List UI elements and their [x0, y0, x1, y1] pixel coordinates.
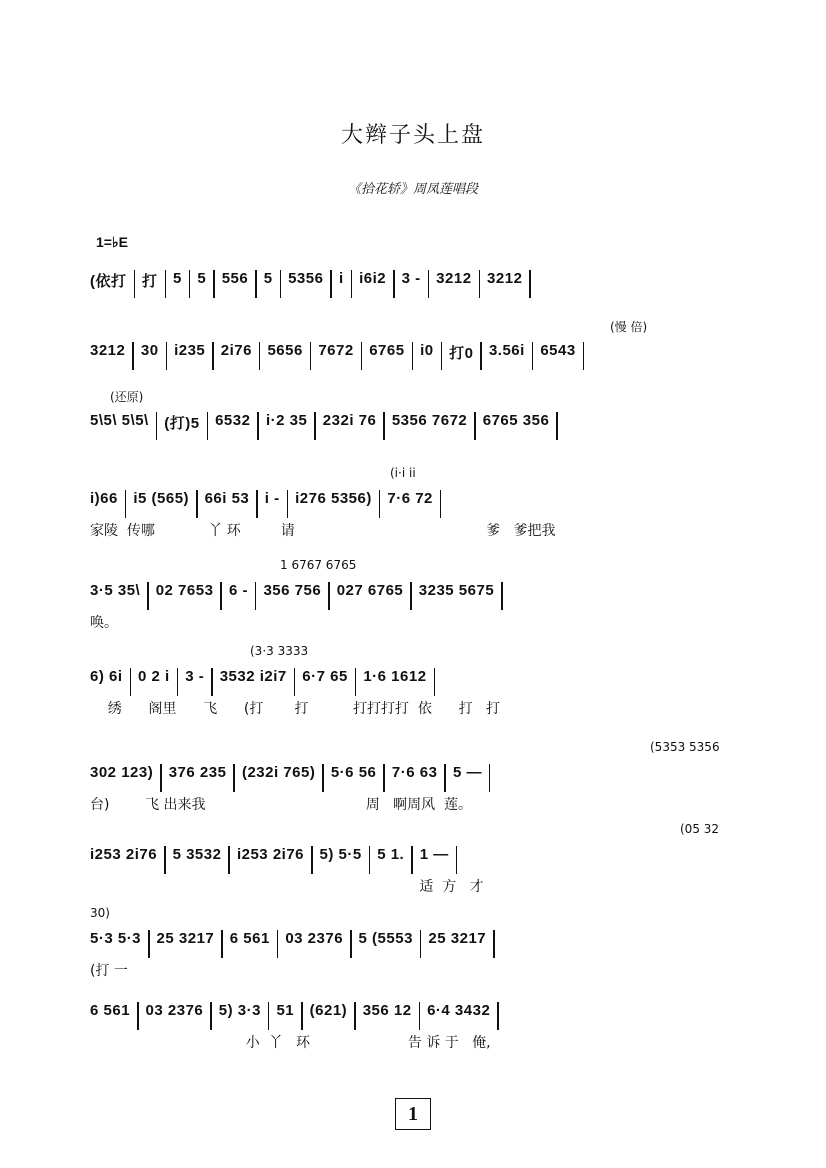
bar-line — [355, 668, 357, 696]
bar-line — [310, 342, 312, 370]
bar-line — [314, 412, 316, 440]
score-annotation: (5353 5356 — [650, 740, 720, 754]
notation-row — [90, 930, 755, 954]
notation-measure: 66i 53 — [204, 490, 250, 507]
bar-line — [379, 490, 381, 518]
notation-measure: 5) 3·3 — [218, 1002, 261, 1019]
notation-measure: (232i 765) — [241, 764, 316, 781]
score-line — [90, 906, 755, 980]
notation-measure: 5 (5553 — [358, 930, 413, 947]
bar-line — [420, 930, 422, 958]
notation-measure: 5 — [263, 270, 273, 287]
bar-line — [529, 270, 531, 298]
score-annotation: (3·3 3333 — [250, 644, 309, 658]
bar-line — [428, 270, 430, 298]
bar-line — [277, 930, 279, 958]
notation-measure: 3 - — [401, 270, 421, 287]
bar-line — [165, 270, 167, 298]
notation-measure: 5 — [197, 270, 207, 287]
bar-line — [354, 1002, 356, 1030]
bar-line — [233, 764, 235, 792]
notation-measure: 1·6 1612 — [363, 668, 427, 685]
notation-row — [90, 342, 755, 366]
song-title: 大辫子头上盘 — [340, 123, 485, 148]
notation-measure: 302 123) — [90, 764, 154, 781]
notation-measure: 25 3217 — [428, 930, 487, 947]
bar-line — [393, 270, 395, 298]
notation-measure: 5·3 5·3 — [90, 930, 142, 947]
notation-measure: 2i76 — [220, 342, 252, 359]
notation-measure: i5 (565) — [133, 490, 190, 507]
bar-line — [255, 582, 257, 610]
notation-measure: 5 — — [452, 764, 482, 781]
score-line — [90, 558, 755, 632]
bar-line — [294, 668, 296, 696]
notation-measure: 5 — [173, 270, 182, 287]
notation-measure: 7·6 72 — [387, 490, 433, 507]
notation-measure: 027 6765 — [336, 582, 404, 599]
notation-measure: i253 2i76 — [236, 846, 305, 863]
bar-line — [189, 270, 191, 298]
notation-measure: i253 2i76 — [90, 846, 158, 863]
notation-row — [90, 846, 755, 870]
notation-measure: 556 — [221, 270, 249, 287]
bar-line — [196, 490, 198, 518]
notation-measure: 3.56i — [488, 342, 525, 359]
score-line — [90, 320, 755, 366]
bar-line — [166, 342, 168, 370]
bar-line — [268, 1002, 270, 1030]
notation-measure: 356 12 — [362, 1002, 412, 1019]
notation-measure: 02 7653 — [155, 582, 214, 599]
score-line — [90, 822, 755, 896]
bar-line — [479, 270, 481, 298]
bar-line — [493, 930, 495, 958]
notation-row — [90, 668, 755, 692]
notation-measure: 03 2376 — [285, 930, 344, 947]
bar-line — [456, 846, 458, 874]
notation-measure: 5\5\ 5\5\ — [90, 412, 149, 429]
bar-line — [147, 582, 149, 610]
notation-measure: 6) 6i — [90, 668, 123, 685]
notation-measure: 1 — — [419, 846, 449, 863]
notation-measure: 6765 356 — [482, 412, 550, 429]
lyrics-row: 适 方 才 — [90, 879, 484, 895]
bar-line — [383, 412, 385, 440]
score-annotation: 1 6767 6765 — [280, 558, 357, 572]
bar-line — [148, 930, 150, 958]
notation-measure: i·2 35 — [265, 412, 308, 429]
bar-line — [137, 1002, 139, 1030]
lyrics-row: 家陵 传哪 丫 环 请 爹 爹把我 — [90, 523, 556, 539]
notation-measure: 3 - — [185, 668, 205, 685]
bar-line — [501, 582, 503, 610]
score-line — [90, 644, 755, 718]
bar-line — [361, 342, 363, 370]
notation-measure: 5·6 56 — [330, 764, 377, 781]
notation-measure: i - — [264, 490, 280, 507]
bar-line — [583, 342, 585, 370]
bar-line — [411, 846, 413, 874]
notation-measure: 7·6 63 — [391, 764, 438, 781]
notation-measure: (打)5 — [164, 415, 200, 432]
key-signature: 1=♭E — [96, 234, 128, 250]
bar-line — [440, 490, 442, 518]
notation-measure: 03 2376 — [145, 1002, 204, 1019]
notation-measure: 3212 — [487, 270, 523, 287]
notation-measure: 30 — [140, 342, 159, 359]
bar-line — [330, 270, 332, 298]
notation-row — [90, 582, 755, 606]
bar-line — [255, 270, 257, 298]
bar-line — [412, 342, 414, 370]
notation-measure: 5356 — [288, 270, 324, 287]
bar-line — [474, 412, 476, 440]
bar-line — [257, 412, 259, 440]
lyrics-row: 绣 阁里 飞 (打 打 打打打打 依 打 打 — [90, 701, 500, 717]
bar-line — [350, 930, 352, 958]
notation-measure: 6543 — [540, 342, 576, 359]
bar-line — [207, 412, 209, 440]
score-annotation: (05 32 — [680, 822, 720, 836]
bar-line — [311, 846, 313, 874]
bar-line — [132, 342, 134, 370]
bar-line — [228, 846, 230, 874]
notation-measure: 376 235 — [168, 764, 227, 781]
notation-measure: 6 561 — [229, 930, 270, 947]
score-annotation: (还原) — [110, 390, 144, 404]
bar-line — [287, 490, 289, 518]
lyrics-row: 小 丫 环 告 诉 于 俺, — [90, 1035, 491, 1051]
notation-measure: 5356 7672 — [391, 412, 468, 429]
song-subtitle: 《拾花轿》周凤莲唱段 — [347, 182, 478, 197]
notation-measure: 6 561 — [90, 1002, 131, 1019]
score-line — [90, 270, 755, 294]
bar-line — [259, 342, 261, 370]
notation-measure: (依打 — [90, 273, 127, 290]
bar-line — [220, 582, 222, 610]
notation-measure: i235 — [174, 342, 206, 359]
notation-measure: i276 5356) — [295, 490, 372, 507]
bar-line — [419, 1002, 421, 1030]
bar-line — [489, 764, 491, 792]
bar-line — [369, 846, 371, 874]
bar-line — [532, 342, 534, 370]
notation-measure: 3212 — [90, 342, 126, 359]
bar-line — [444, 764, 446, 792]
bar-line — [441, 342, 443, 370]
bar-line — [221, 930, 223, 958]
bar-line — [156, 412, 158, 440]
bar-line — [434, 668, 436, 696]
notation-row — [90, 270, 755, 294]
notation-measure: 3212 — [436, 270, 472, 287]
lyrics-row: 唤。 — [90, 615, 118, 631]
bar-line — [125, 490, 127, 518]
bar-line — [177, 668, 179, 696]
score-annotation: (i·i ii — [390, 466, 416, 480]
bar-line — [556, 412, 558, 440]
bar-line — [160, 764, 162, 792]
bar-line — [301, 1002, 303, 1030]
notation-row — [90, 412, 755, 436]
notation-measure: 356 756 — [263, 582, 322, 599]
bar-line — [322, 764, 324, 792]
notation-measure: 51 — [276, 1002, 295, 1019]
bar-line — [134, 270, 136, 298]
notation-measure: 3235 5675 — [418, 582, 495, 599]
notation-measure: 0 2 i — [138, 668, 170, 685]
score-line — [90, 466, 755, 540]
notation-measure: 6 - — [228, 582, 248, 599]
bar-line — [280, 270, 282, 298]
notation-measure: 5 3532 — [172, 846, 222, 863]
notation-measure: i0 — [420, 342, 434, 359]
lyrics-row: 台) 飞 出来我 周 啊周风 莲。 — [90, 797, 472, 813]
notation-measure: 6·4 3432 — [427, 1002, 491, 1019]
notation-measure: 5 1. — [377, 846, 405, 863]
notation-measure: 6765 — [369, 342, 405, 359]
notation-measure: 5) 5·5 — [319, 846, 362, 863]
score-annotation: 30) — [90, 906, 110, 920]
lyrics-row: (打 一 — [90, 963, 128, 979]
bar-line — [328, 582, 330, 610]
bar-line — [164, 846, 166, 874]
notation-measure: 3·5 35\ — [90, 582, 141, 599]
notation-row — [90, 764, 755, 788]
notation-measure: 6532 — [215, 412, 251, 429]
bar-line — [211, 668, 213, 696]
notation-measure: 3532 i2i7 — [219, 668, 287, 685]
bar-line — [210, 1002, 212, 1030]
score-annotation: (慢 倍) — [610, 320, 648, 334]
score-line — [90, 390, 755, 436]
bar-line — [256, 490, 258, 518]
page-number: 1 — [395, 1098, 431, 1130]
bar-line — [351, 270, 353, 298]
notation-measure: 打 — [142, 273, 158, 290]
bar-line — [480, 342, 482, 370]
notation-measure: 打0 — [449, 345, 474, 362]
score-line — [90, 1002, 755, 1052]
bar-line — [130, 668, 132, 696]
bar-line — [497, 1002, 499, 1030]
notation-measure: i — [338, 270, 344, 287]
bar-line — [212, 342, 214, 370]
bar-line — [410, 582, 412, 610]
bar-line — [383, 764, 385, 792]
notation-measure: 7672 — [318, 342, 354, 359]
bar-line — [213, 270, 215, 298]
notation-measure: 5656 — [267, 342, 303, 359]
notation-row — [90, 1002, 755, 1026]
notation-row — [90, 490, 755, 514]
score-line — [90, 740, 755, 814]
notation-measure: 25 3217 — [156, 930, 215, 947]
notation-measure: 232i 76 — [322, 412, 377, 429]
notation-measure: (621) — [309, 1002, 348, 1019]
notation-measure: i6i2 — [359, 270, 387, 287]
notation-measure: i)66 — [90, 490, 118, 507]
notation-measure: 6·7 65 — [302, 668, 348, 685]
